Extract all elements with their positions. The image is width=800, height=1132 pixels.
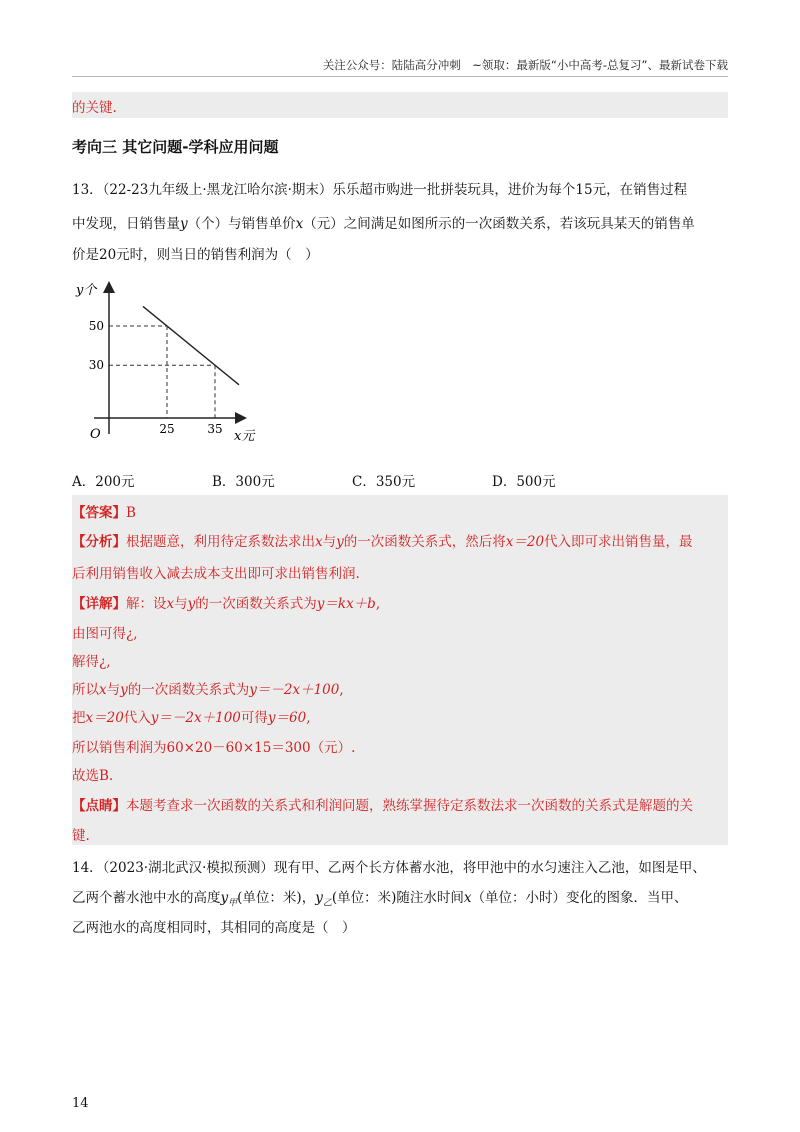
detail-line5	[72, 706, 311, 726]
detail-line1	[72, 592, 380, 612]
q13-line3: 价是20元时，则当日的销售利润为（ ）	[72, 247, 319, 263]
page-number: 14	[72, 1096, 89, 1111]
l5-t1: 把	[72, 710, 86, 726]
l5-t4: y＝－2x＋100	[150, 710, 241, 726]
l6-t2: 60×20－60×15＝300	[166, 740, 311, 756]
comment-line2: 键.	[72, 828, 90, 844]
answer-tag: 【答案】	[72, 505, 126, 521]
previous-answer-tail	[72, 92, 728, 118]
detail-t4: y	[187, 596, 196, 612]
q13-line2	[72, 212, 695, 232]
l5-t6: y＝60	[267, 710, 307, 726]
analysis-t4: y	[336, 534, 344, 550]
q14-t1: 乙两个蓄水池中水的高度	[72, 890, 221, 906]
previous-answer-text: 的关键.	[72, 100, 117, 116]
detail-line4	[72, 678, 344, 698]
detail-line3: 解得¿,	[72, 654, 111, 670]
detail-line6	[72, 736, 355, 756]
l6-t3: （元）.	[310, 740, 356, 756]
origin-label: O	[90, 427, 101, 442]
q14-t4: （单位：小时）变化的图象．当甲、	[471, 890, 688, 906]
analysis-tag: 【分析】	[72, 534, 126, 550]
option-d: D．500元	[492, 474, 556, 490]
q13-var-x: x	[295, 216, 304, 232]
detail-t1: 解：设	[126, 596, 167, 612]
comment-line1	[72, 794, 693, 814]
l5-t5: 可得	[240, 710, 268, 726]
analysis-line2: 后利用销售收入减去成本支出即可求出销售利润.	[72, 566, 360, 582]
header-divider	[72, 76, 728, 77]
analysis-t3: 与	[322, 534, 337, 550]
analysis-t7: 代入即可求出销售量，最	[544, 534, 693, 550]
analysis-t2: x	[315, 534, 323, 550]
l4-t7: ,	[339, 682, 344, 698]
q14-t2: (单位：米)，	[237, 890, 316, 906]
l6-t1: 所以销售利润为	[72, 740, 167, 756]
q13-line1: 13．（22-23九年级上·黑龙江哈尔滨·期末）乐乐超市购进一批拼装玩具，进价为每个15元，在销售过程	[72, 182, 688, 198]
option-a: A．200元	[72, 474, 135, 490]
x-tick-label-0: 25	[159, 422, 175, 436]
q14-t3: (单位：米)随注水时间	[331, 890, 464, 906]
y-tick-label-0: 50	[88, 319, 104, 333]
answer-value: B	[126, 505, 136, 521]
option-c: C．350元	[352, 474, 416, 490]
l4-t2: x	[99, 682, 107, 698]
detail-tag: 【详解】	[72, 596, 126, 612]
q14-sub1: 甲	[228, 898, 238, 909]
q13-var-y: y	[180, 216, 188, 232]
l4-t1: 所以	[72, 682, 99, 698]
function-line	[143, 306, 239, 384]
section-title: 考向三 其它问题-学科应用问题	[72, 138, 279, 156]
x-tick-label-1: 35	[207, 422, 223, 436]
detail-line2: 由图可得¿,	[72, 626, 138, 642]
q14-var-y1: y	[220, 890, 229, 906]
q14-var-y2: y	[315, 890, 323, 906]
q13-line2-b: （个）与销售单价	[187, 216, 296, 232]
l5-t3: 代入	[123, 710, 151, 726]
analysis-t1: 根据题意，利用待定系数法求出	[126, 534, 315, 550]
analysis-t5: 的一次函数关系式，然后将	[343, 534, 506, 550]
analysis-t6: x＝20	[505, 534, 545, 550]
q14-sub2: 乙	[322, 898, 332, 909]
page-header: 关注公众号：陆陆高分冲刺 ~领取：最新版“小中高考-总复习”、最新试卷下载	[322, 58, 728, 72]
option-b: B．300元	[212, 474, 275, 490]
l5-t7: ,	[306, 710, 311, 726]
l5-t2: x＝20	[85, 710, 124, 726]
x-axis-label: x元	[234, 429, 255, 444]
detail-line7: 故选B.	[72, 768, 114, 784]
detail-t6: y＝kx＋b	[316, 596, 376, 612]
q14-line2	[72, 886, 688, 909]
l4-t5: 的一次函数关系式为	[127, 682, 250, 698]
detail-t3: 与	[174, 596, 188, 612]
q14-line3: 乙两池水的高度相同时，其相同的高度是（ ）	[72, 920, 356, 936]
q13-line2-c: （元）之间满足如图所示的一次函数关系，若该玩具某天的销售单	[303, 216, 695, 232]
detail-t2: x	[166, 596, 175, 612]
y-tick-label-1: 30	[88, 358, 104, 373]
l4-t3: 与	[106, 682, 121, 698]
analysis-line1	[72, 530, 693, 550]
l4-t6: y＝－2x＋100	[249, 682, 340, 698]
comment-t1: 本题考查求一次函数的关系式和利润问题，熟练掌握待定系数法求一次函数的关系式是解题的关	[126, 798, 693, 814]
l4-t4: y	[120, 682, 128, 698]
detail-t5: 的一次函数关系式为	[195, 596, 317, 612]
comment-tag: 【点睛】	[72, 798, 126, 814]
q14-line1: 14．（2023·湖北武汉·模拟预测）现有甲、乙两个长方体蓄水池，将甲池中的水匀速注入乙池，如图是甲、	[72, 860, 706, 876]
y-axis-label: y个	[76, 283, 97, 298]
q14-var-x: x	[463, 890, 472, 906]
detail-t7: ,	[375, 596, 381, 612]
q13-graph	[72, 278, 282, 450]
q13-line2-a: 中发现，日销售量	[72, 216, 180, 232]
answer-line	[72, 501, 136, 521]
